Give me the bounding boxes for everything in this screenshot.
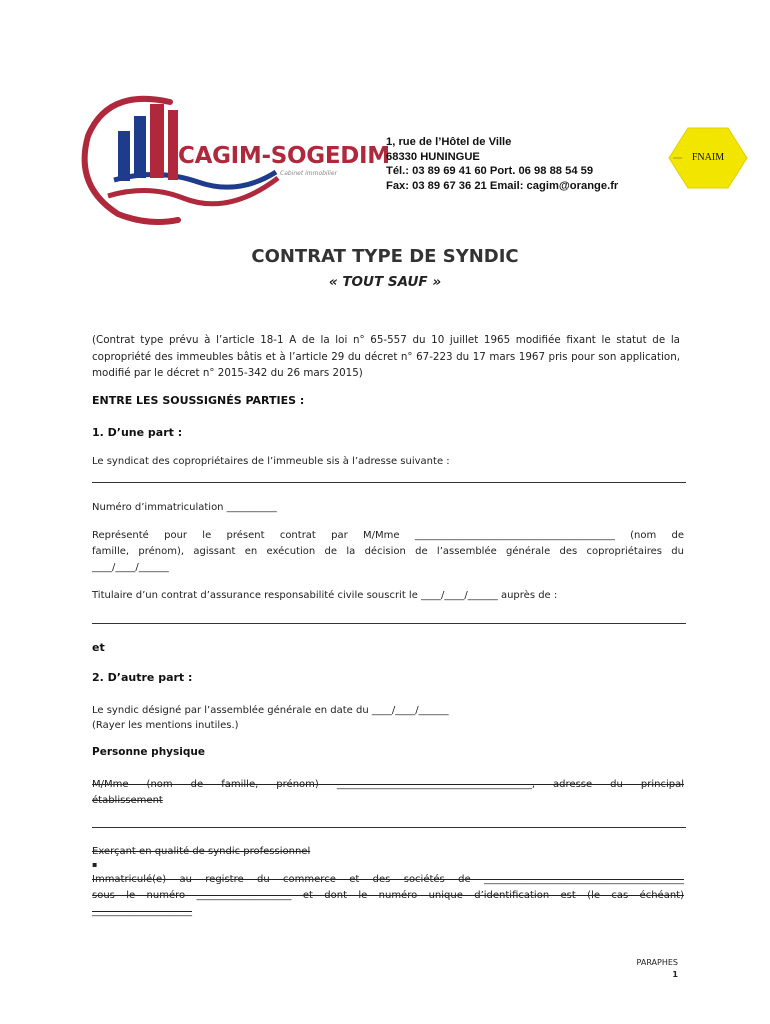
address-line: Fax: 03 89 67 36 21 Email: cagim@orange.fr xyxy=(386,179,619,192)
bullet-marker: ▪ xyxy=(92,860,98,869)
address-line: Tél.: 03 89 69 41 60 Port. 06 98 88 54 59 xyxy=(386,165,594,177)
assurance-line: Titulaire d’un contrat d’assurance responsabilité civile souscrit le ____/____/______ auprès de : xyxy=(92,590,558,601)
fnaim-label: FNAIM xyxy=(691,152,725,163)
personne-physique-heading: Personne physique xyxy=(92,746,205,758)
immatricule-line-2: sous le numéro ___________________ et dont le numéro unique d’identification est (le cas échéant) xyxy=(92,890,684,901)
represente-date: ____/____/______ xyxy=(92,562,169,573)
parties-heading: ENTRE LES SOUSSIGNÉS PARTIES : xyxy=(92,394,305,407)
page-footer xyxy=(620,957,678,981)
legal-reference: (Contrat type prévu à l’article 18-1 A de la loi n° 65-557 du 10 juillet 1965 modifiée fixant le statut de la copropriété des immeubles bâtis et à l’article 29 du décret n° 67-223 du 17 mars 1967 pris pour son application, modifié par le décret n° 2015-342 du 26 mars 2015) xyxy=(92,334,680,379)
syndicat-address-label: Le syndicat des copropriétaires de l’immeuble sis à l’adresse suivante : xyxy=(92,456,450,467)
document-subtitle: « TOUT SAUF » xyxy=(328,274,442,290)
address-fill-line[interactable] xyxy=(92,482,686,483)
mme-line-1: M/Mme (nom de famille, prénom) _______________________________________, adresse du principal xyxy=(92,779,684,790)
agency-address xyxy=(386,135,618,193)
mme-line-2: établissement xyxy=(92,795,163,806)
part1-heading: 1. D’une part : xyxy=(92,426,183,439)
page-number: 1 xyxy=(672,970,678,979)
address-line: 68330 HUNINGUE xyxy=(386,150,480,163)
immatriculation-field: Numéro d’immatriculation __________ xyxy=(92,502,277,513)
paraphes-label: PARAPHES xyxy=(636,958,678,967)
immatricule-line-1: Immatriculé(e) au registre du commerce et des sociétés de ________________________________________ xyxy=(92,874,684,885)
immatricule-line-3: ____________________ xyxy=(92,906,192,917)
syndic-designe-line: Le syndic désigné par l’assemblée générale en date du ____/____/______ xyxy=(92,705,449,716)
represente-line-2: famille, prénom), agissant en exécution de la décision de l’assemblée générale des copropriétaires du xyxy=(92,546,684,557)
etablissement-fill-line[interactable] xyxy=(92,827,686,828)
exercant-line: Exerçant en qualité de syndic professionnel xyxy=(92,846,311,857)
represente-line-1: Représenté pour le présent contrat par M/Mme ________________________________________ (nom de xyxy=(92,530,684,541)
part2-heading: 2. D’autre part : xyxy=(92,671,193,684)
et-separator: et xyxy=(92,641,105,654)
assurance-fill-line[interactable] xyxy=(92,623,686,624)
rayer-note: (Rayer les mentions inutiles.) xyxy=(92,720,239,731)
document-title: CONTRAT TYPE DE SYNDIC xyxy=(251,246,519,267)
address-line: 1, rue de l’Hôtel de Ville xyxy=(386,136,512,148)
logo-tagline: Cabinet immobilier xyxy=(280,170,338,177)
logo-brand-name: CAGIM-SOGEDIM xyxy=(178,143,390,169)
